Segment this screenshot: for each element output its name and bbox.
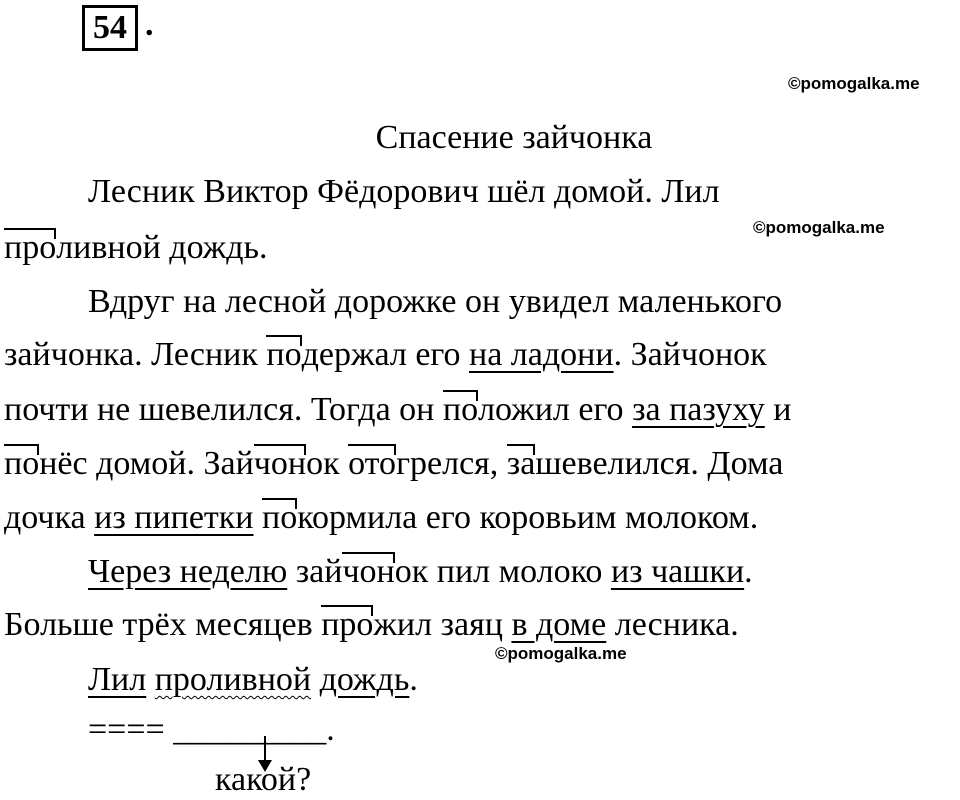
text-fragment: .: [744, 553, 753, 590]
text-fragment: ложил его: [478, 391, 633, 428]
text-line: [4, 605, 739, 645]
text-line: [4, 228, 268, 268]
text-fragment: жил заяц: [373, 606, 512, 643]
text-fragment: грелся,: [396, 445, 507, 482]
text-line: [88, 660, 418, 700]
text-fragment: шевелился. Дома: [535, 445, 784, 482]
attribute: проливной: [154, 661, 312, 698]
text-line: [4, 444, 783, 484]
text-line: [4, 335, 767, 375]
text-fragment: зайчонка. Лесник: [4, 336, 267, 373]
adverbial-phrase: из пипетки: [94, 499, 254, 536]
text-fragment: ок пил молоко: [394, 553, 611, 590]
text-fragment: ок: [306, 445, 349, 482]
prefix-mark: про: [4, 229, 57, 266]
text-fragment: зай: [287, 553, 343, 590]
text-fragment: [311, 661, 320, 698]
prefix-mark: чон: [342, 553, 395, 590]
predicate-mark: ====: [88, 711, 165, 748]
text-fragment: кормила его коровьим молоком.: [297, 499, 759, 536]
adverbial-phrase: Через неделю: [88, 553, 288, 590]
text-fragment: [254, 499, 263, 536]
prefix-mark: по: [4, 445, 40, 482]
subject-mark: _________: [173, 711, 327, 748]
adverbial-phrase: за пазуху: [632, 391, 765, 428]
exercise-number-dot: .: [145, 6, 154, 43]
text-fragment: ливной дождь.: [56, 229, 268, 266]
prefix-mark: про: [321, 606, 374, 643]
text-line: [88, 282, 782, 322]
prefix-mark: ото: [348, 445, 397, 482]
text-fragment: [146, 661, 155, 698]
watermark: ©pomogalka.me: [753, 218, 885, 237]
text-fragment: почти не шевелился. Тогда он: [4, 391, 443, 428]
text-fragment: Лесник Виктор Фёдорович шёл домой. Лил: [88, 173, 720, 210]
text-fragment: Больше трёх месяцев: [4, 606, 322, 643]
subject: дождь: [319, 661, 410, 698]
text-line: [4, 390, 792, 430]
predicate: Лил: [88, 661, 147, 698]
adverbial-phrase: на ладони: [469, 336, 614, 373]
question-label: [215, 760, 311, 800]
text-fragment: держал его: [301, 336, 470, 373]
sentence-scheme: [88, 710, 335, 750]
text-fragment: [165, 711, 174, 748]
prefix-mark: по: [266, 336, 302, 373]
prefix-mark: по: [262, 499, 298, 536]
prefix-mark: по: [442, 391, 479, 428]
adverbial-phrase: в доме: [511, 606, 607, 643]
text-fragment: . Зайчонок: [613, 336, 767, 373]
exercise-number: 54: [82, 5, 138, 51]
text-title: Спасение зайчонка: [375, 119, 653, 156]
text-fragment: лесника.: [606, 606, 739, 643]
watermark: ©pomogalka.me: [495, 644, 627, 663]
text-fragment: и: [764, 391, 792, 428]
text-fragment: Вдруг на лесной дорожке он увидел маленького: [88, 283, 783, 320]
text-fragment: нёс домой. Зай: [39, 445, 254, 482]
text-line: [4, 498, 758, 538]
text-line: [88, 552, 753, 592]
prefix-mark: чон: [253, 445, 307, 482]
text-line: [88, 172, 720, 212]
text-fragment: какой?: [215, 761, 312, 798]
adverbial-phrase: из чашки: [610, 553, 745, 590]
text-fragment: .: [326, 711, 335, 748]
text-fragment: .: [409, 661, 418, 698]
prefix-mark: за: [506, 445, 536, 482]
text-fragment: дочка: [4, 499, 95, 536]
watermark: ©pomogalka.me: [788, 74, 920, 93]
